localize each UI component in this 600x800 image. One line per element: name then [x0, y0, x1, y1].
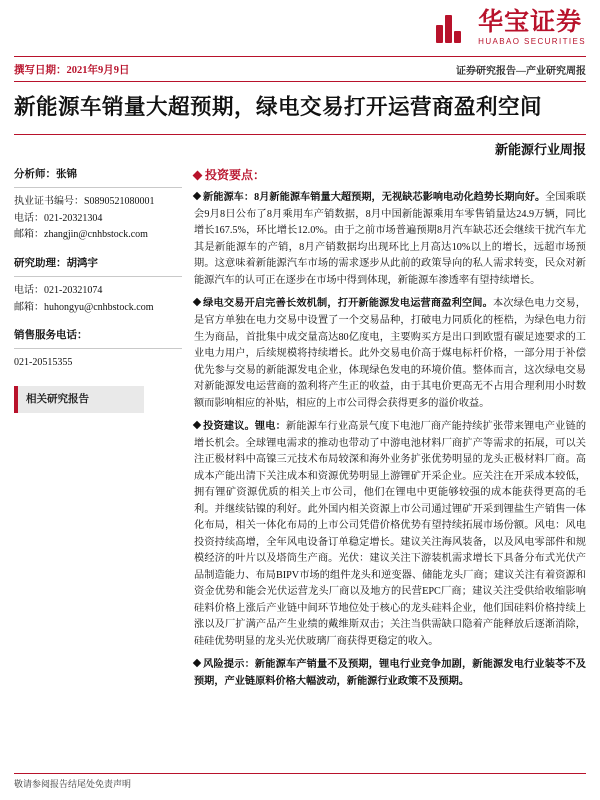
- sidebar: [14, 166, 182, 697]
- assistant-email[interactable]: 邮箱：huhongyu@cnhbstock.com: [14, 301, 154, 313]
- page-title: 新能源车销量大超预期，绿电交易打开运营商盈利空间: [14, 95, 543, 119]
- assistant-block: [14, 255, 182, 316]
- brand-text: [478, 10, 586, 46]
- report-footer: [14, 773, 586, 790]
- analyst-name: 分析师：张锦: [14, 168, 77, 180]
- bullet-diamond-icon: [193, 298, 201, 306]
- bullet-diamond-icon: [193, 192, 201, 200]
- title-divider: [14, 134, 586, 135]
- paragraph-text: 新能源车产销量不及预期，锂电行业竞争加剧，新能源发电行业装苓不及预期，产业链原料价格大幅波动，新能源行业政策不及预期。: [194, 659, 586, 687]
- huabao-bars-icon: [436, 13, 470, 43]
- paragraph-text: 全国乘联会9月8日公布了8月乘用车产销数据，8月中国新能源乘用车零售销量达24.9万辆，同比增长167.5%，环比增长12.0%。由于之前市场普遍预期8月汽车缺芯还会继续干扰汽车尤其是新能源车的产销，8月产销数据均出现环比上月高达10%以上的增长，远超市场预期。这意味着新能源汽车市场的需求逐步从此前的政策导向的私人需求转变，民众对新能源汽车的认可正在逐步在市场中得到体现，新能源车渗透率有望持续增长。: [194, 192, 586, 286]
- report-meta-bar: [0, 56, 600, 82]
- sales-label: 销售服务电话：: [14, 330, 88, 342]
- sales-phone: 021-20515355: [14, 357, 73, 369]
- report-date: 撰写日期：2021年9月9日: [14, 64, 130, 76]
- main-content: [194, 166, 586, 697]
- assistant-phone: 电话：021-20321074: [14, 285, 103, 297]
- analyst-block: [14, 166, 182, 244]
- paragraph-text: 新能源车行业高景气度下电池厂商产能持续扩张带来锂电产业链的增长机会。全球锂电需求的推动也带动了中游电池材料厂商扩产等需求的拓展，可以关注正极材料中高镍三元技术布局较深和海外业务扩张优势明显的龙头正极材料厂商。高成本产能出清下关注成本和资源优势明显上游锂矿开采企业。应关注在开采成本较低，拥有锂矿资源优质的相关上市公司，他们在锂电中更能够较强的成本能获得更高的毛利。并继续钴镍的利好。此外国内相关资源上市公司通过锂矿开采到锂盐生产销售一体化布局，相关一体化布局的上市公司凭借价格优势有望持续拓展市场份额。风电：风电投资持续高增，全年风电设备订单稳定增长。建议关注海风装备，以及风电零部件和规模经济的叶片以及塔筒生产商。光伏：建议关注下游装机需求增长下具备分布式光伏产品制造能力、布局BIPV市场的组件龙头和逆变器、储能龙头厂商；建议关注有着资源和资金优势和能会光伏运营龙头厂商以及地方的民营EPC厂商；建议关注受供给收缩影响硅料价格上涨后产业链中间环节地位处于核心的龙头硅料企业，他们国硅料价格持续上涨以及厂扩满产品产生业绩的戴维斯双击；关注当供需缺口隐着产能释放后逐渐消除，硅硅优势明显的龙头光伏玻璃厂商获得更稳定的收入。: [194, 421, 587, 647]
- report-category: 证券研究报告—产业研究周报: [456, 65, 586, 77]
- footer-divider: [14, 773, 586, 774]
- subtitle-row: [0, 128, 600, 162]
- paragraph-investment-advice: [194, 419, 586, 650]
- report-header: [0, 0, 600, 56]
- analyst-divider: [14, 187, 182, 188]
- assistant-divider: [14, 276, 182, 277]
- analyst-email[interactable]: 邮箱：zhangjin@cnhbstock.com: [14, 229, 148, 241]
- bullet-diamond-icon: [193, 659, 201, 667]
- page-subtitle: 新能源行业周报: [494, 141, 586, 157]
- paragraph-lead: 风险提示：: [203, 659, 255, 671]
- related-reports-box[interactable]: 相关研究报告: [14, 386, 144, 413]
- brand-logo: [436, 10, 586, 46]
- title-block: [0, 82, 600, 128]
- paragraph-risk-warning: [194, 657, 586, 690]
- report-body: [0, 162, 600, 697]
- footer-disclaimer: 敬请参阅报告结尾处免责声明: [14, 779, 132, 789]
- paragraph-lead: 新能源车：8月新能源车销量大超预期，无视缺芯影响电动化趋势长期向好。: [203, 192, 546, 204]
- analyst-cert: 执业证书编号：S0890521080001: [14, 196, 155, 208]
- bullet-diamond-icon: [193, 421, 201, 429]
- assistant-name: 研究助理：胡鸿宇: [14, 257, 98, 269]
- investment-highlights-heading: [194, 166, 586, 185]
- brand-name-cn: 华宝证券: [478, 9, 583, 36]
- paragraph-lead: 投资建议。锂电：: [203, 421, 286, 433]
- investment-highlights-label: 投资要点：: [205, 167, 266, 182]
- analyst-phone: 电话：021-20321304: [14, 212, 103, 224]
- sales-block: [14, 327, 182, 372]
- diamond-icon: [193, 171, 203, 181]
- paragraph-text: 本次绿色电力交易，是官方单独在电力交易中设置了一个交易品种，打破电力同质化的桎梏，为绿色电力衍生为商品，首批集中成交量高达80亿度电，主要购买方是出口到欧盟有碳足迹要求的工业电力用户，后续规模将持续增长。此外交易电价高于煤电标杆价格，一部分用于补偿优先参与交易的新能源发电企业，体现绿色发电的环境价值。整体而言，这次绿电交易对新能源发电运营商的盈利将产生正的收益，由于其电价更高无不占用合理利用小时数额而影响相应的补贴，相应的上市公司得会获得更多的溢价收益。: [194, 298, 586, 409]
- paragraph-green-power-trading: [194, 296, 586, 412]
- paragraph-lead: 绿电交易开启完善长效机制，打开新能源发电运营商盈利空间。: [203, 298, 493, 310]
- brand-name-en: HUABAO SECURITIES: [478, 37, 586, 46]
- paragraph-new-energy-vehicles: [194, 190, 586, 289]
- sales-divider: [14, 348, 182, 349]
